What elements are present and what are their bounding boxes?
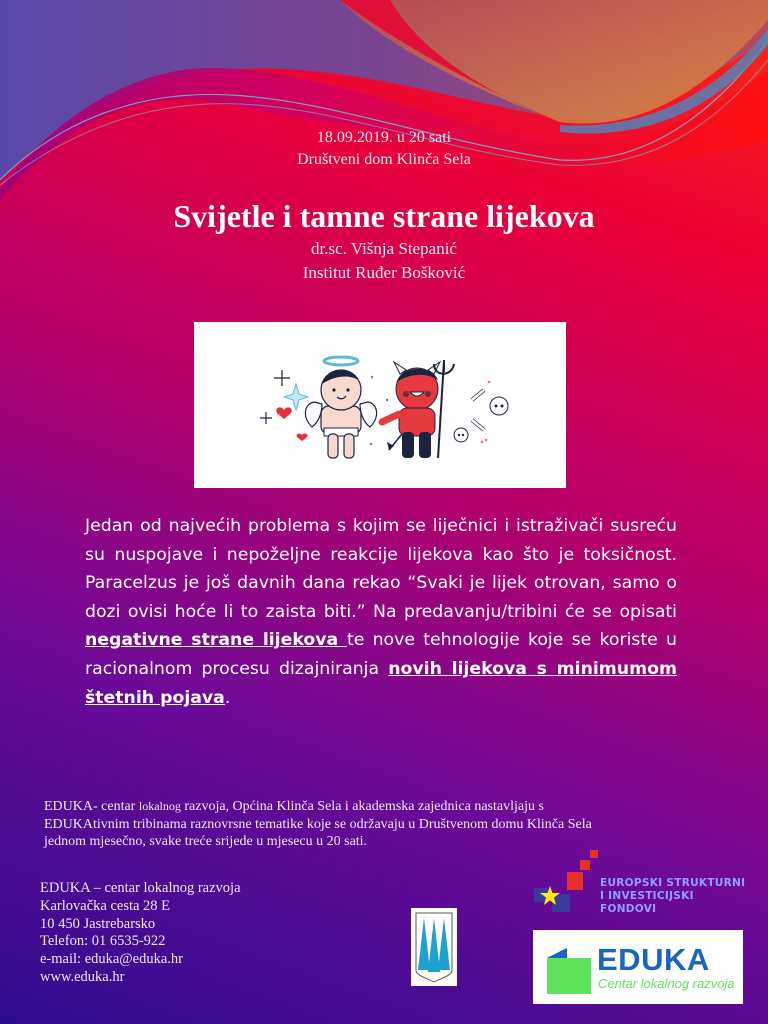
trident-icon bbox=[434, 360, 454, 458]
angel-devil-illustration bbox=[194, 322, 566, 488]
contact-email[interactable]: e-mail: eduka@eduka.hr bbox=[40, 951, 183, 968]
contact-city: 10 450 Jastrebarsko bbox=[40, 915, 156, 932]
contact-info bbox=[40, 880, 300, 987]
speaker-institution: Institut Ruđer Bošković bbox=[302, 263, 466, 282]
devil-icon bbox=[382, 360, 454, 458]
angel-icon bbox=[305, 357, 376, 458]
event-venue: Društveni dom Klinča Sela bbox=[297, 151, 471, 168]
speaker-name: dr.sc. Višnja Stepanić bbox=[311, 239, 457, 258]
contact-street: Karlovačka cesta 28 E bbox=[40, 897, 171, 914]
eu-funds-logo: EUROPSKI STRUKTURNI I INVESTICIJSKI FONDOVI bbox=[530, 850, 752, 920]
sparkle-icon bbox=[284, 384, 308, 410]
heart-icon bbox=[276, 407, 291, 419]
highlight-negative-sides: negativne strane lijekova bbox=[85, 630, 347, 651]
bone-icon bbox=[472, 390, 484, 430]
halo-icon bbox=[324, 357, 358, 365]
event-date: 18.09.2019. u 20 sati bbox=[316, 129, 452, 146]
heart-icon bbox=[297, 434, 308, 441]
series-note: EDUKA- centar lokalnog razvoja, Općina Klinča Sela i akademska zajednica nastavljaju s EDUKAtivnim tribinama raznovrsne tematike koje se održavaju u Društvenom domu Klinča Sela jednom mjesečno, svake treće srijede u mjesecu u 20 sati. bbox=[44, 799, 592, 849]
contact-website[interactable]: www.eduka.hr bbox=[40, 968, 125, 985]
contact-org: EDUKA – centar lokalnog razvoja bbox=[40, 880, 241, 896]
contact-phone: Telefon: 01 6535-922 bbox=[40, 933, 166, 950]
skull-icon bbox=[454, 397, 508, 442]
event-title: Svijetle i tamne strane lijekova bbox=[173, 198, 595, 234]
highlight-new-drugs: novih lijekova s minimumom štetnih pojava bbox=[85, 658, 677, 708]
municipality-crest-icon bbox=[411, 908, 457, 986]
eduka-logo: EDUKA Centar lokalnog razvoja bbox=[533, 930, 743, 1004]
event-description: Jedan od najvećih problema s kojim se liječnici i istraživači susreću su nuspojave i nepoželjne reakcije lijekova kao što je toksičnost. Paracelzus je još davnih dana rekao “Svaki je lijek otrovan, samo o dozi ovisi hoće li to zaista biti.” Na predavanju/tribini će se opisati negativne strane lijekova te nove tehnologije koje se koriste u racionalnom procesu dizajniranja novih lijekova s minimumom štetnih pojava. bbox=[85, 516, 677, 708]
